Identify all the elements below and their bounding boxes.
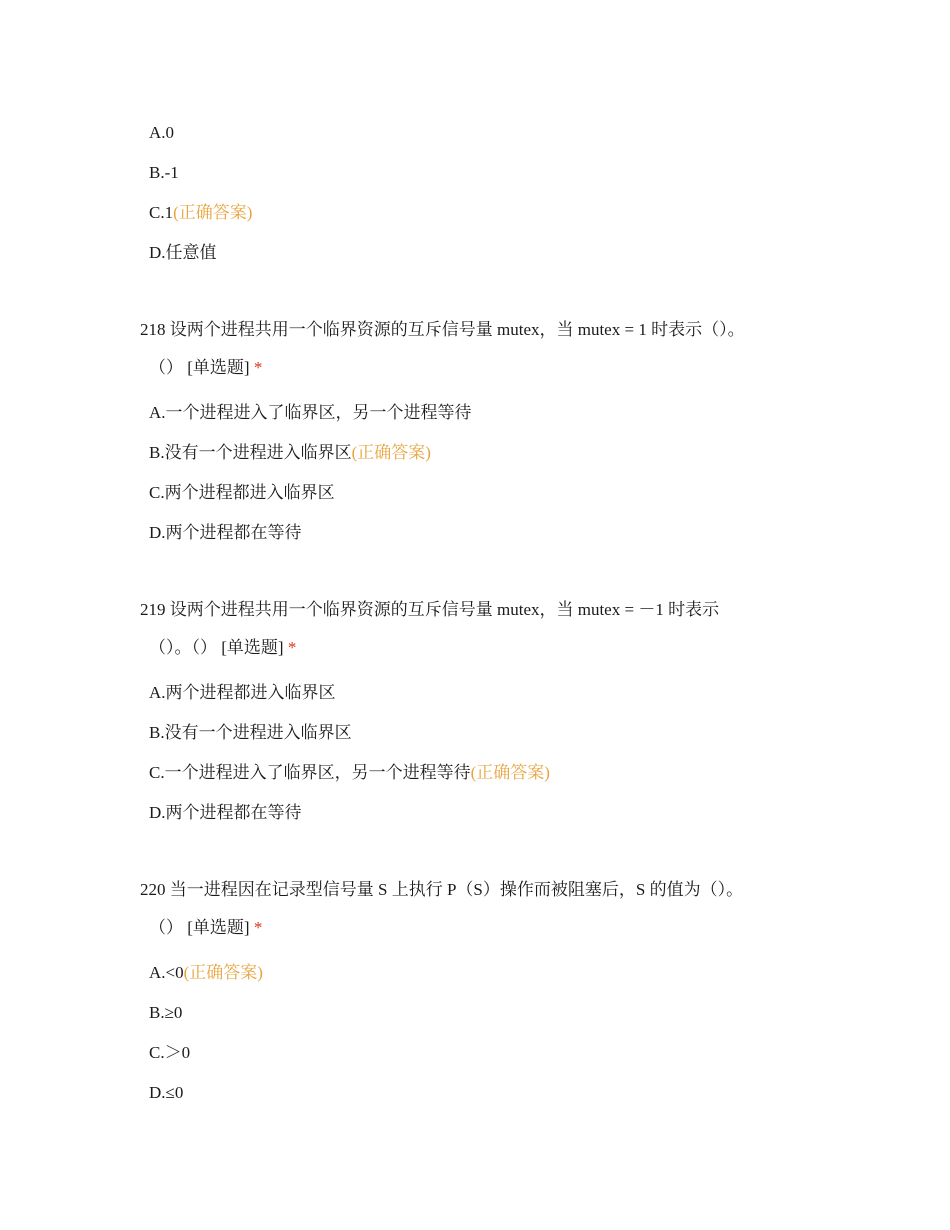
correct-answer-mark: (正确答案) [183, 963, 263, 982]
q219-question-text [140, 598, 719, 622]
q218-question-text [140, 318, 745, 342]
q220-option-c [149, 1041, 190, 1065]
question-text: 218 设两个进程共用一个临界资源的互斥信号量 mutex，当 mutex = 1 时表示（）。 [140, 320, 745, 339]
required-mark: * [253, 358, 263, 377]
option-text: D.≤0 [149, 1083, 184, 1102]
required-mark: * [253, 918, 263, 937]
q220-option-b [149, 1001, 182, 1025]
question-type-tag: [单选题] [187, 358, 250, 377]
question-text: 219 设两个进程共用一个临界资源的互斥信号量 mutex，当 mutex = －1 时表示 [140, 600, 720, 619]
required-mark: * [287, 638, 297, 657]
correct-answer-mark: (正确答案) [173, 203, 253, 222]
q217-option-a [149, 121, 174, 145]
q217-option-c [149, 201, 252, 225]
option-text: A.0 [149, 123, 175, 142]
q218-option-c [149, 481, 335, 505]
q219-question-meta [149, 636, 296, 660]
q220-question-text [140, 878, 743, 902]
option-text: C.两个进程都进入临界区 [149, 483, 335, 502]
q220-option-d [149, 1081, 183, 1105]
option-text: A.<0 [149, 963, 184, 982]
option-text: B.-1 [149, 163, 179, 182]
question-type-tag: [单选题] [187, 918, 250, 937]
option-text: D.任意值 [149, 243, 217, 262]
q218-option-d [149, 521, 302, 545]
option-text: B.没有一个进程进入临界区 [149, 443, 352, 462]
option-text: C.＞0 [149, 1043, 191, 1062]
option-text: C.1 [149, 203, 174, 222]
correct-answer-mark: (正确答案) [470, 763, 550, 782]
question-blank: （）。（） [149, 638, 217, 657]
option-text: D.两个进程都在等待 [149, 523, 302, 542]
q220-question-meta [149, 916, 262, 940]
q218-question-meta [149, 356, 262, 380]
correct-answer-mark: (正确答案) [351, 443, 431, 462]
q218-option-a [149, 401, 472, 425]
q219-option-b [149, 721, 352, 745]
option-text: A.两个进程都进入临界区 [149, 683, 336, 702]
q219-option-a [149, 681, 336, 705]
option-text: D.两个进程都在等待 [149, 803, 302, 822]
option-text: B.没有一个进程进入临界区 [149, 723, 352, 742]
option-text: B.≥0 [149, 1003, 183, 1022]
q217-option-b [149, 161, 179, 185]
q217-option-d [149, 241, 217, 265]
option-text: C.一个进程进入了临界区，另一个进程等待 [149, 763, 471, 782]
q219-option-c [149, 761, 550, 785]
option-text: A.一个进程进入了临界区，另一个进程等待 [149, 403, 472, 422]
question-text: 220 当一进程因在记录型信号量 S 上执行 P（S）操作而被阻塞后，S 的值为（）。 [140, 880, 744, 899]
q220-option-a [149, 961, 263, 985]
question-type-tag: [单选题] [221, 638, 284, 657]
question-blank: （） [149, 358, 183, 377]
q218-option-b [149, 441, 431, 465]
q219-option-d [149, 801, 302, 825]
question-blank: （） [149, 918, 183, 937]
